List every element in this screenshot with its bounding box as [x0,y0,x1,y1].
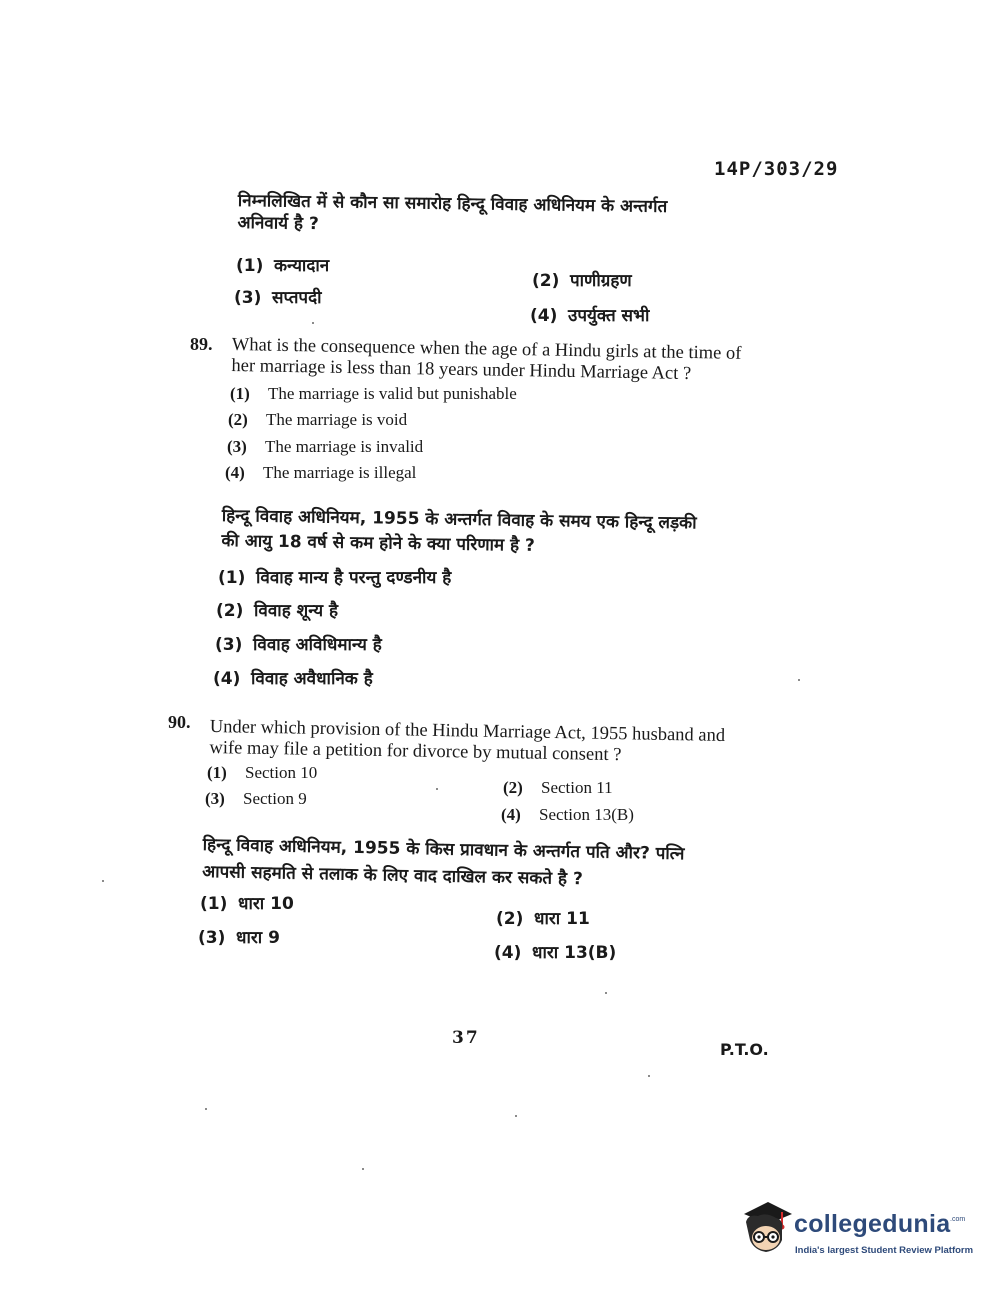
scan-speck [362,1168,364,1170]
collegedunia-suffix: .com [950,1216,966,1223]
scan-speck [605,992,607,994]
scan-speck [648,1075,650,1077]
q89-number: 89. [190,334,213,354]
q88-option-4: (4) उपर्युक्त सभी [530,306,650,326]
scan-speck [312,322,314,324]
q90-number: 90. [168,712,191,732]
q90-hindi-line1: हिन्दू विवाह अधिनियम, 1955 के किस प्रावधान के अन्तर्गत पति और? पत्नि [202,834,685,865]
q89-option-1: (1) The marriage is valid but punishable [230,384,517,403]
q90-hindi-line2: आपसी सहमति से तलाक के लिए वाद दाखिल कर सकते है ? [202,861,583,890]
q90-question [209,717,725,768]
q89-hindi-option-4: (4) विवाह अवैधानिक है [213,669,373,689]
scan-speck [205,1108,207,1110]
q89-option-4: (4) The marriage is illegal [225,463,417,482]
q89-hindi-question [221,504,697,561]
q88-hindi-question [237,190,667,240]
q90-option-4: (4) Section 13(B) [501,805,634,824]
q89-line1: What is the consequence when the age of a Hindu girls at the time of [231,335,742,364]
scan-speck [436,788,438,790]
q89-hindi-line1: हिन्दू विवाह अधिनियम, 1955 के अन्तर्गत विवाह के समय एक हिन्दू लड़की [221,505,697,534]
q88-option-2: (2) पाणीग्रहण [532,271,632,291]
q90-hindi-option-1: (1) धारा 10 [200,894,294,914]
q88-option-1: (1) कन्यादान [236,256,330,276]
q89-hindi-line2: की आयु 18 वर्ष से कम होने के क्या परिणाम है ? [221,530,536,556]
pto-label: P.T.O. [720,1040,769,1059]
q90-option-2: (2) Section 11 [503,778,613,797]
paper-code: 14P/303/29 [714,158,839,180]
scan-speck [102,880,104,882]
q90-option-1: (1) Section 10 [207,763,318,782]
q88-hindi-line1: निम्नलिखित में से कौन सा समारोह हिन्दू विवाह अधिनियम के अन्तर्गत [237,190,668,217]
q90-line2: wife may file a petition for divorce by mutual consent ? [209,737,622,766]
q89-hindi-option-2: (2) विवाह शून्य है [216,601,339,621]
collegedunia-mascot-icon [738,1196,794,1260]
q90-option-3: (3) Section 9 [205,789,307,808]
q90-hindi-option-2: (2) धारा 11 [496,909,590,929]
q89-option-2: (2) The marriage is void [228,410,408,429]
q89-hindi-option-3: (3) विवाह अविधिमान्य है [215,635,382,655]
q89-question [231,335,741,386]
scan-speck [798,679,800,681]
collegedunia-tagline: India's largest Student Review Platform [795,1245,974,1256]
q90-hindi-option-4: (4) धारा 13(B) [494,943,617,963]
q88-option-3: (3) सप्तपदी [234,288,322,308]
collegedunia-brand: collegedunia [794,1210,951,1238]
page-number: 37 [452,1028,480,1048]
q88-hindi-line2: अनिवार्य है ? [237,212,319,235]
q89-line2: her marriage is less than 18 years under Hindu Marriage Act ? [231,355,692,385]
q89-hindi-option-1: (1) विवाह मान्य है परन्तु दण्डनीय है [218,568,452,588]
q90-hindi-option-3: (3) धारा 9 [198,928,280,948]
q90-hindi-question [202,832,685,895]
q90-line1: Under which provision of the Hindu Marriage Act, 1955 husband and [209,717,726,746]
scan-speck [515,1115,517,1117]
q89-option-3: (3) The marriage is invalid [227,437,424,456]
